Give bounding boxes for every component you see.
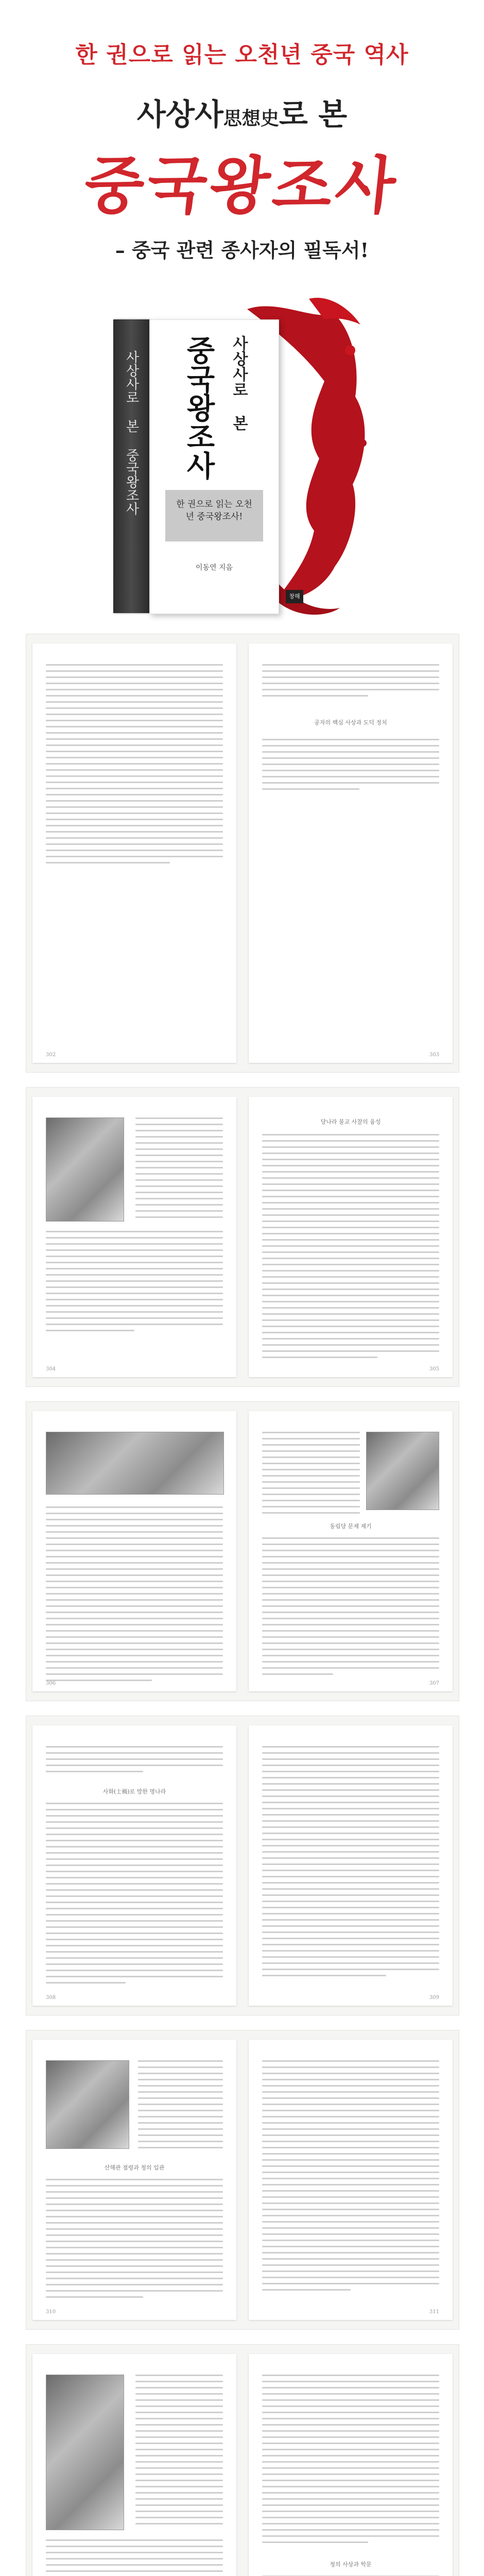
book-front-cover (149, 319, 279, 614)
page-number: 303 (429, 1052, 439, 1058)
page-number: 307 (429, 1681, 439, 1686)
page-spread-3 (26, 1401, 459, 1701)
publisher-stamp: 창해 (286, 590, 303, 603)
page-number: 311 (429, 2309, 439, 2315)
spread-4-left-page (32, 1725, 236, 2006)
illustration-photo (46, 2060, 129, 2149)
tagline: 한 권으로 읽는 오천년 중국 역사 (75, 42, 409, 68)
page-number: 308 (46, 1995, 56, 2001)
section-heading: 산해관 점령과 청의 입관 (104, 2164, 165, 2171)
illustration-portrait (46, 2375, 124, 2530)
page-number: 305 (429, 1366, 439, 1372)
section-heading: 사화(士禍)로 망한 명나라 (102, 1788, 166, 1795)
page-spread-2 (26, 1087, 459, 1387)
logo-title: 중국왕조사 (80, 149, 403, 222)
cover-band (165, 490, 263, 541)
illustration-photo (366, 1432, 439, 1510)
spread-5-right-page (249, 2040, 453, 2320)
page-number: 309 (429, 1995, 439, 2001)
spread-3-left-page (32, 1411, 236, 1691)
spread-6-left-page (32, 2354, 236, 2576)
spread-3-right-page (249, 1411, 453, 1691)
logo-subtitle (0, 90, 484, 133)
logo-hanja: 思想史 (223, 108, 279, 129)
subtitle: – 중국 관련 종사자의 필독서! (115, 239, 369, 262)
page-spread-4 (26, 1716, 459, 2015)
logo-part2: 로 본 (279, 97, 348, 132)
spread-5-left-page (32, 2040, 236, 2320)
page-spread-5 (26, 2030, 459, 2330)
spread-1-left-page (32, 643, 236, 1063)
cover-title-large: 중국왕조사 (182, 335, 216, 480)
page-spread-6 (26, 2344, 459, 2576)
author: 이동연 지음 (195, 564, 233, 572)
page-number: 310 (46, 2309, 56, 2315)
illustration-stone-tablet (46, 1432, 224, 1495)
cover-title-small: 사상사로 본 (230, 335, 248, 431)
section-heading: 청의 사상과 학문 (330, 2561, 372, 2568)
illustration-photo (46, 1117, 124, 1222)
spread-2-right-page (249, 1097, 453, 1377)
spread-4-right-page (249, 1725, 453, 2006)
logo-part1: 사상사 (136, 97, 223, 132)
page-number: 302 (46, 1052, 56, 1058)
band-text: 한 권으로 읽는 오천년 중국왕조사! (176, 499, 252, 522)
section-heading: 공자의 핵심 사상과 도덕 정치 (314, 719, 387, 726)
book-spine (113, 319, 149, 613)
spine-title: 사상사로 본 중국왕조사 (124, 350, 139, 515)
section-heading: 당나라 불교 사찰의 융성 (320, 1118, 381, 1125)
spread-6-right-page (249, 2354, 453, 2576)
section-heading: 동림당 문제 제기 (330, 1523, 372, 1530)
page-spread-1 (26, 634, 459, 1073)
page-number: 306 (46, 1681, 56, 1686)
spread-2-left-page (32, 1097, 236, 1377)
page-number: 304 (46, 1366, 56, 1372)
spread-1-right-page (249, 643, 453, 1063)
main-book (93, 289, 381, 618)
